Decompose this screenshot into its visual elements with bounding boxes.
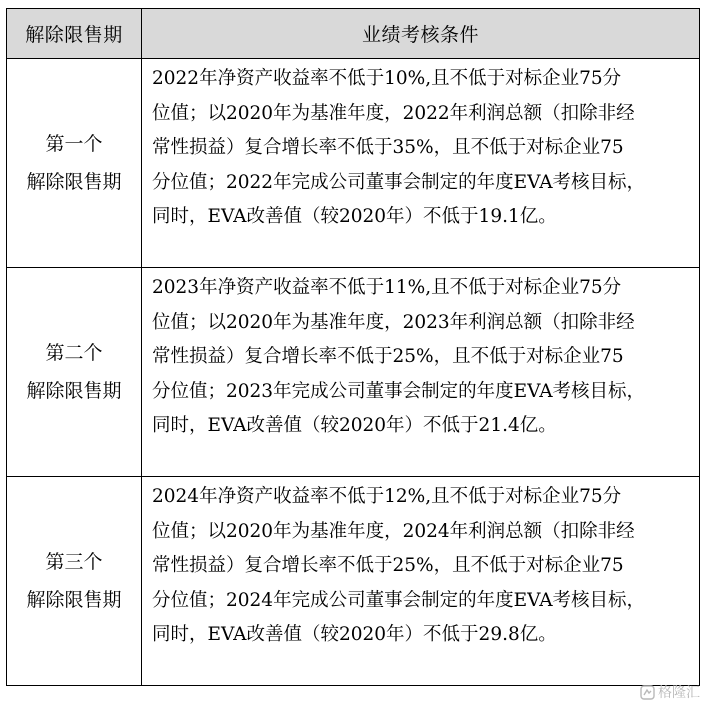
- condition-line: 2023年净资产收益率不低于11%,且不低于对标企业75分: [152, 277, 622, 298]
- period-ordinal: 第三个: [45, 551, 103, 573]
- condition-line: 常性损益）复合增长率不低于25%，且不低于对标企业75: [152, 346, 624, 368]
- period-cell: [7, 268, 142, 477]
- performance-criteria-table: [6, 8, 700, 686]
- condition-line: 同时，EVA改善值（较2020年）不低于19.1亿。: [152, 206, 557, 228]
- condition-line: 分位值；2023年完成公司董事会制定的年度EVA考核目标，: [152, 380, 646, 402]
- period-label: 解除限售期: [26, 589, 122, 611]
- table-row: [7, 268, 700, 477]
- condition-line: 2022年净资产收益率不低于10%,且不低于对标企业75分: [152, 68, 622, 89]
- condition-line: 同时，EVA改善值（较2020年）不低于21.4亿。: [152, 415, 557, 437]
- condition-line: 分位值；2024年完成公司董事会制定的年度EVA考核目标，: [152, 589, 646, 611]
- period-cell: [7, 477, 142, 686]
- period-label: 解除限售期: [26, 171, 122, 193]
- table-header-row: [7, 9, 700, 59]
- condition-line: 位值；以2020年为基准年度，2023年利润总额（扣除非经: [152, 311, 635, 333]
- table-row: [7, 477, 700, 686]
- period-ordinal: 第二个: [45, 342, 103, 364]
- condition-line: 位值；以2020年为基准年度，2024年利润总额（扣除非经: [152, 520, 635, 542]
- header-condition: 业绩考核条件: [142, 9, 700, 59]
- watermark-text: 格隆汇: [658, 685, 700, 701]
- condition-cell: [142, 268, 700, 477]
- gelonghui-logo-icon: [640, 685, 655, 700]
- condition-line: 2024年净资产收益率不低于12%,且不低于对标企业75分: [152, 486, 622, 507]
- period-label: 解除限售期: [26, 380, 122, 402]
- period-cell: [7, 59, 142, 268]
- header-period: 解除限售期: [7, 9, 142, 59]
- condition-line: 分位值；2022年完成公司董事会制定的年度EVA考核目标，: [152, 171, 646, 193]
- condition-line: 常性损益）复合增长率不低于35%，且不低于对标企业75: [152, 137, 624, 159]
- condition-line: 同时，EVA改善值（较2020年）不低于29.8亿。: [152, 624, 557, 646]
- table-row: [7, 59, 700, 268]
- condition-line: 常性损益）复合增长率不低于25%，且不低于对标企业75: [152, 555, 624, 577]
- condition-cell: [142, 59, 700, 268]
- watermark: [640, 682, 700, 702]
- condition-cell: [142, 477, 700, 686]
- period-ordinal: 第一个: [45, 133, 103, 155]
- condition-line: 位值；以2020年为基准年度，2022年利润总额（扣除非经: [152, 102, 635, 124]
